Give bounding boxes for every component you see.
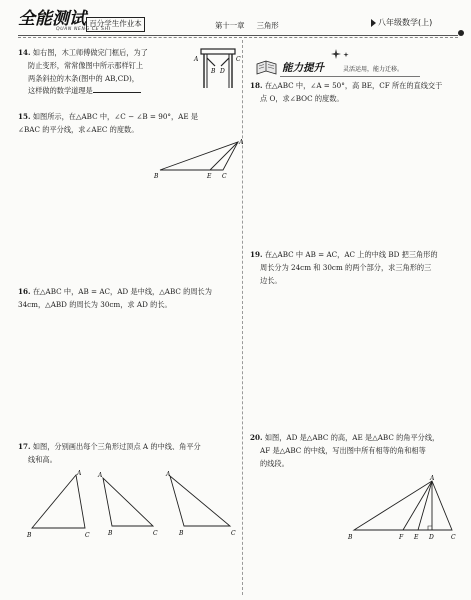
question-text: AF 是△ABC 的中线，写出图中所有相等的角和相等 — [260, 445, 426, 455]
triangle-figure-15 — [152, 136, 246, 182]
figure-label: A — [98, 472, 103, 479]
figure-label: B — [108, 530, 113, 537]
question-14 — [18, 47, 193, 98]
question-text: 两条斜拉的木条(图中的 AB,CD)， — [28, 73, 139, 83]
book-icon — [254, 56, 280, 78]
chapter-heading — [215, 20, 279, 31]
question-text: 线和高。 — [28, 454, 57, 464]
header-dashed-rule — [18, 37, 458, 38]
chapter-title: 三角形 — [256, 21, 279, 30]
question-16 — [18, 286, 243, 312]
question-text: 如右图，木工师傅做完门框后，为了 — [32, 48, 148, 57]
figure-label: B — [154, 173, 159, 180]
play-triangle-icon — [371, 19, 376, 27]
figure-label: F — [399, 534, 404, 541]
question-19 — [250, 249, 465, 287]
question-17 — [18, 441, 243, 467]
grade-label: 八年级数学(上) — [378, 18, 433, 27]
section-subtitle: 灵活运用，能力迁移。 — [343, 66, 404, 73]
brand-logo: 全能测试 — [18, 9, 86, 29]
triangle-3 — [170, 476, 230, 526]
question-18 — [250, 80, 465, 106]
figure-label: A — [77, 470, 82, 477]
figure-label: E — [207, 173, 212, 180]
question-number: 14. — [18, 48, 31, 57]
figure-label: A — [239, 139, 244, 146]
question-15 — [18, 111, 243, 137]
question-text: 如图，分别画出每个三角形过顶点 A 的中线、角平分 — [32, 442, 201, 451]
door-frame-figure — [192, 46, 244, 90]
question-number: 20. — [250, 433, 263, 442]
question-number: 18. — [250, 81, 263, 90]
question-text: 防止变形，常常像图中所示那样钉上 — [28, 60, 144, 70]
question-text: 的线段。 — [260, 458, 289, 468]
figure-label: A — [194, 56, 199, 63]
question-text: 在△ABC 中 AB = AC，AC 上的中线 BD 把三角形的 — [264, 250, 438, 259]
triangle-1 — [32, 475, 85, 528]
question-text: 34cm，△ABD 的周长为 30cm，求 AD 的长。 — [18, 299, 172, 309]
question-text: 如图，AD 是△ABC 的高，AE 是△ABC 的角平分线， — [264, 433, 440, 442]
question-text: ∠BAC 的平分线，求∠AEC 的度数。 — [18, 124, 139, 134]
figure-label: A — [430, 475, 435, 482]
figure-label: C — [231, 530, 236, 537]
section-rule — [280, 76, 420, 77]
figure-label: B — [27, 532, 32, 539]
sparkle-icon — [330, 48, 352, 62]
header-rule — [18, 35, 458, 36]
question-text: 如图所示，在△ABC 中，∠C − ∠B = 90°，AE 是 — [32, 112, 199, 121]
binding-hole-icon — [456, 28, 466, 38]
figure-label: B — [348, 534, 353, 541]
question-text: 在△ABC 中，∠A = 50°，高 BE，CF 所在的直线交于 — [264, 81, 443, 90]
chapter-number: 第十一章 — [215, 21, 245, 30]
section-title: 能力提升 — [282, 62, 324, 74]
figure-label: D — [429, 534, 434, 541]
question-20 — [250, 432, 465, 470]
figure-label: B — [211, 68, 216, 75]
brand-logo-subtitle: QUAN NENG CE SHI — [56, 27, 111, 32]
figure-label: E — [414, 534, 419, 541]
page-header — [0, 0, 471, 44]
figure-label: A — [166, 471, 171, 478]
triangle-2 — [103, 478, 153, 526]
question-number: 19. — [250, 250, 263, 259]
figure-label: D — [220, 68, 225, 75]
question-text: 周长分为 24cm 和 30cm 的两个部分，求三角形的三 — [260, 262, 432, 272]
question-text: 这样做的数学道理是 — [28, 86, 93, 96]
figure-label: C — [222, 173, 227, 180]
figure-label: C — [85, 532, 90, 539]
triangles-figure-17 — [20, 470, 245, 540]
question-number: 16. — [18, 287, 31, 296]
question-text: 点 O，求∠BOC 的度数。 — [260, 93, 344, 103]
question-text: 在△ABC 中，AB = AC，AD 是中线，△ABC 的周长为 — [32, 287, 212, 296]
figure-label: C — [236, 56, 241, 63]
question-number: 15. — [18, 112, 31, 121]
question-text: 边长。 — [260, 275, 282, 285]
answer-blank[interactable] — [93, 85, 141, 93]
question-number: 17. — [18, 442, 31, 451]
brand-tagline: 百分学生作业本 — [86, 17, 145, 32]
figure-label: C — [451, 534, 456, 541]
figure-label: C — [153, 530, 158, 537]
triangle-figure-20 — [344, 474, 466, 544]
figure-label: B — [179, 530, 184, 537]
